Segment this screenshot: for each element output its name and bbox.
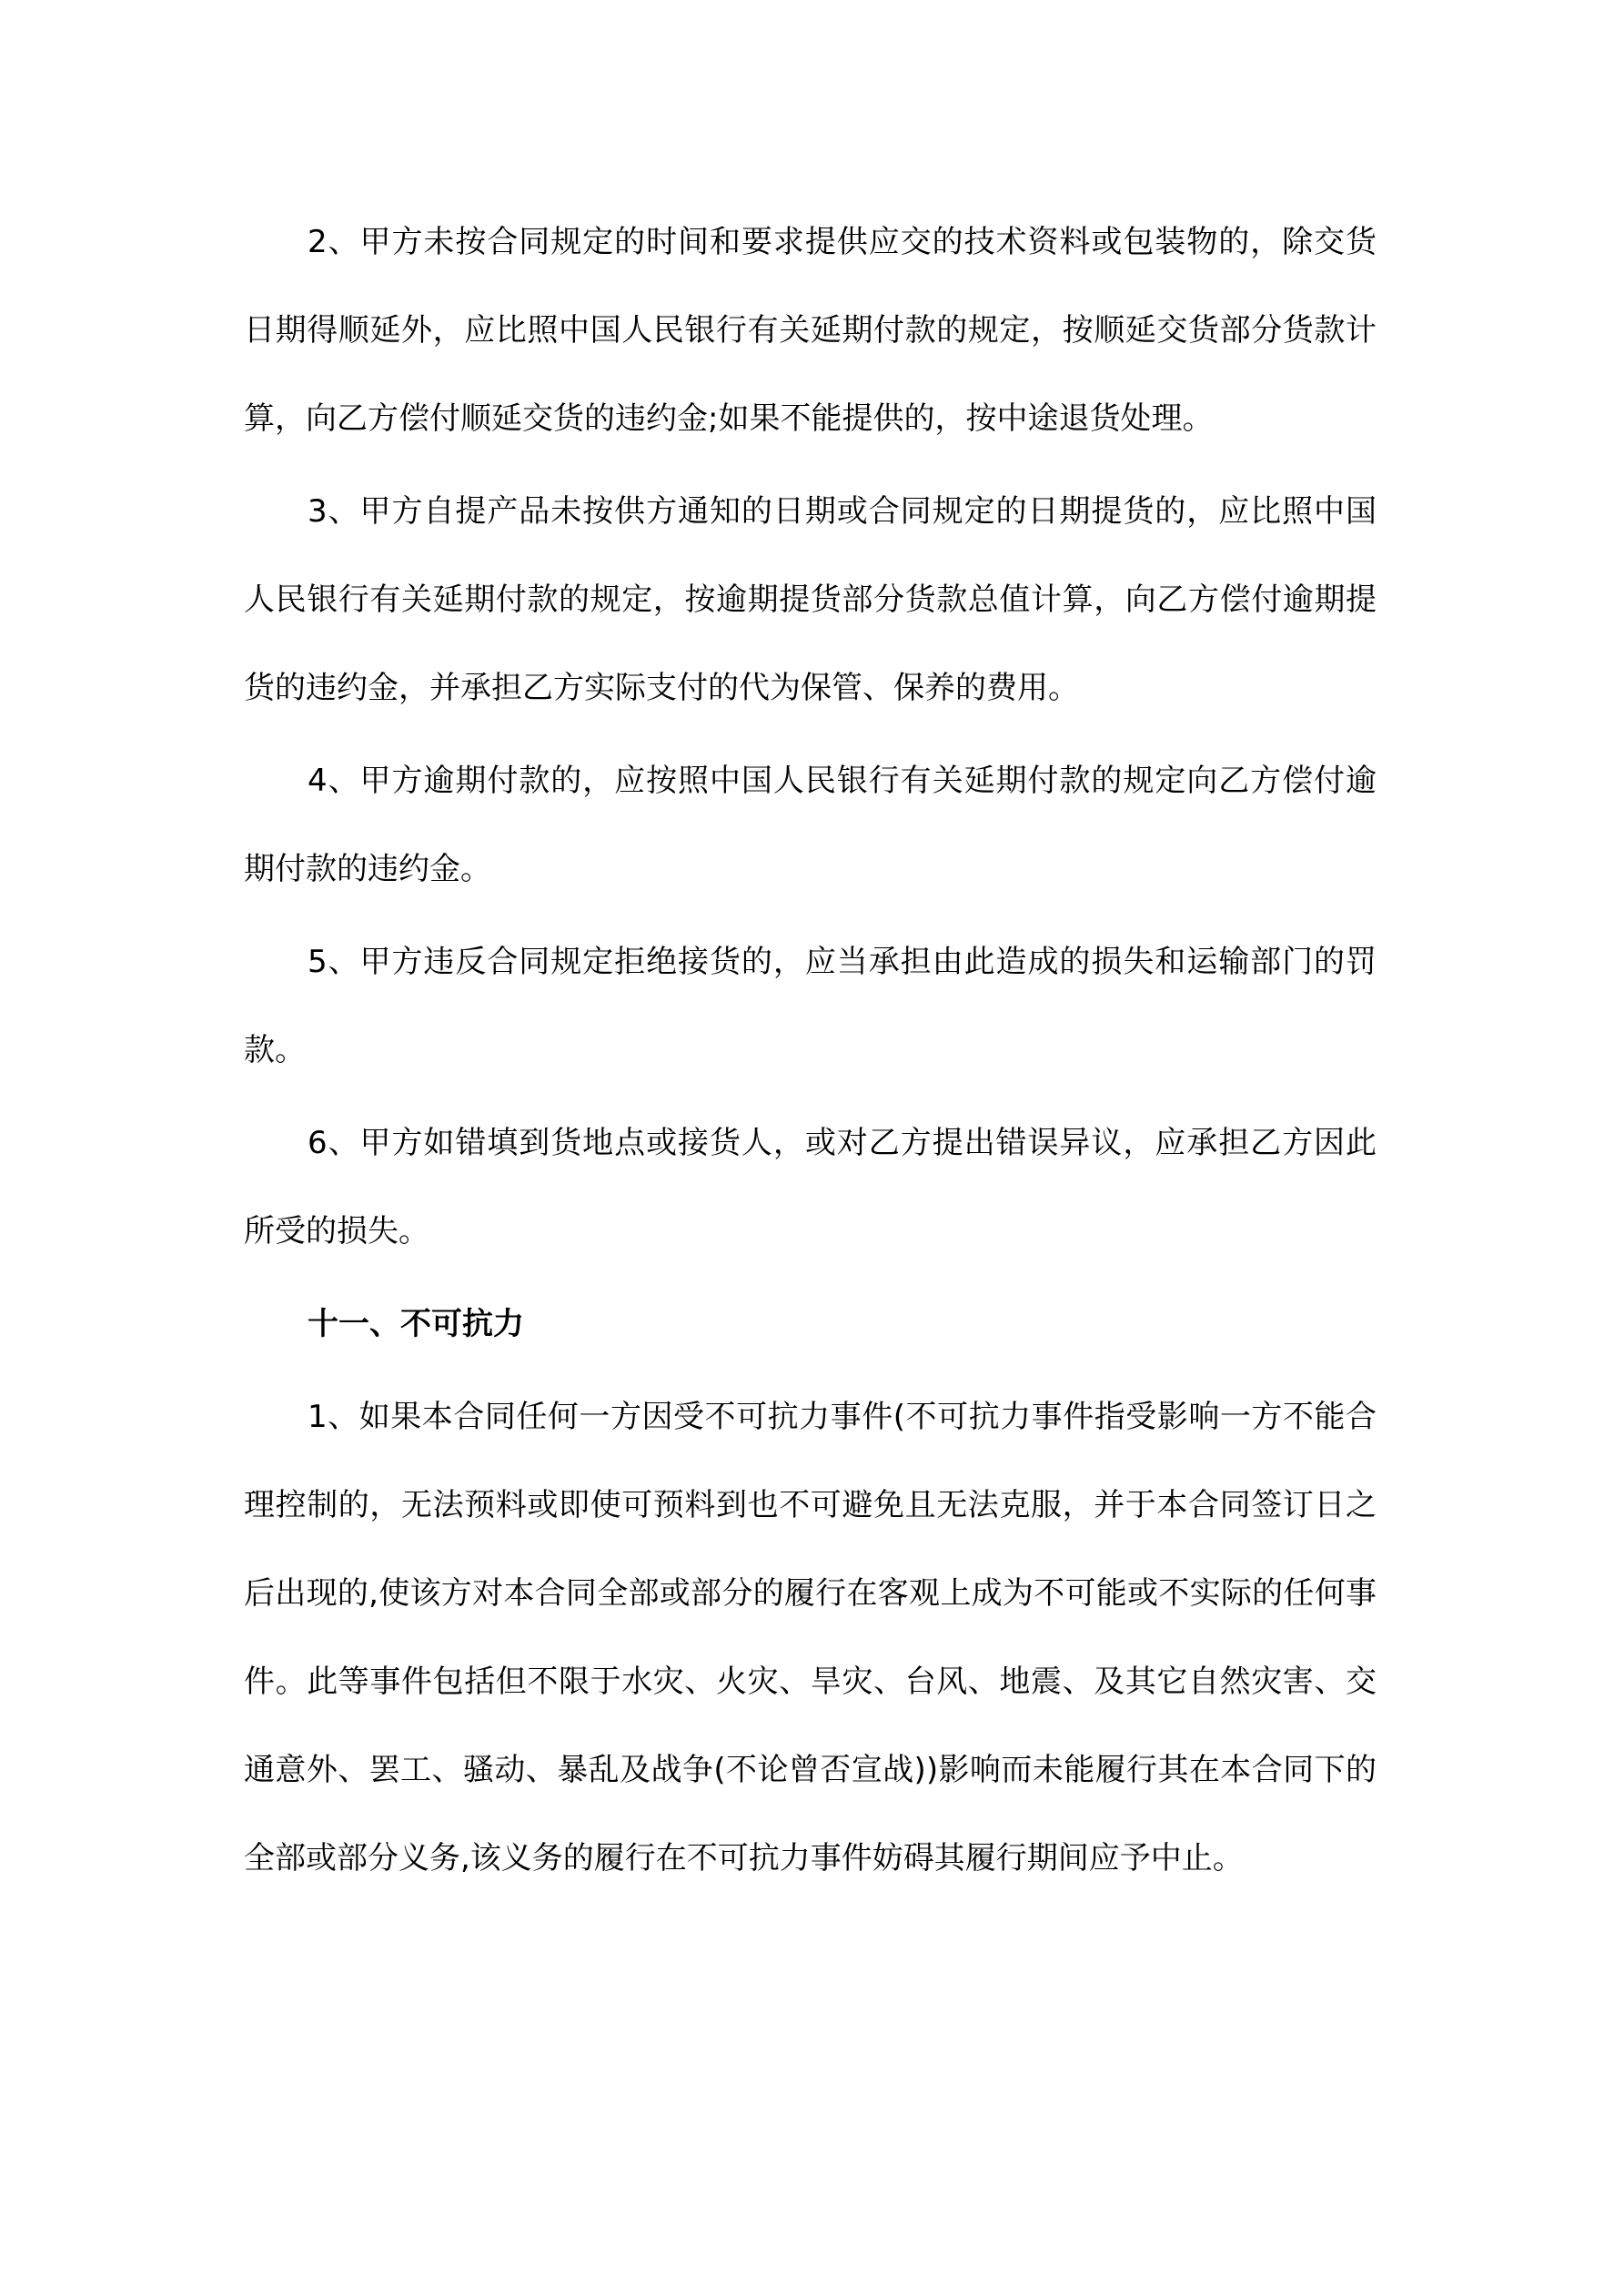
clause-paragraph: 4、甲方逾期付款的，应按照中国人民银行有关延期付款的规定向乙方偿付逾期付款的违约金。 (244, 763, 1377, 887)
clause-paragraph: 2、甲方未按合同规定的时间和要求提供应交的技术资料或包装物的，除交货日期得顺延外，应比照中国人民银行有关延期付款的规定，按顺延交货部分货款计算，向乙方偿付顺延交货的违约金;如果不能提供的，按中途退货处理。 (244, 224, 1377, 437)
section-heading-force-majeure: 十一、不可抗力 (308, 1306, 524, 1342)
clause-paragraph: 1、如果本合同任何一方因受不可抗力事件(不可抗力事件指受影响一方不能合理控制的，无法预料或即使可预料到也不可避免且无法克服，并于本合同签订日之后出现的,使该方对本合同全部或部分的履行在客观上成为不可能或不实际的任何事件。此等事件包括但不限于水灾、火灾、旱灾、台风、地震、及其它自然灾害、交通意外、罢工、骚动、暴乱及战争(不论曾否宣战))影响而未能履行其在本合同下的全部或部分义务,该义务的履行在不可抗力事件妨碍其履行期间应予中止。 (244, 1399, 1377, 1876)
clause-paragraph: 6、甲方如错填到货地点或接货人，或对乙方提出错误异议，应承担乙方因此所受的损失。 (244, 1125, 1377, 1249)
clause-paragraph: 3、甲方自提产品未按供方通知的日期或合同规定的日期提货的，应比照中国人民银行有关延期付款的规定，按逾期提货部分货款总值计算，向乙方偿付逾期提货的违约金，并承担乙方实际支付的代为保管、保养的费用。 (244, 493, 1377, 706)
contract-body (244, 198, 1377, 1903)
clause-paragraph: 5、甲方违反合同规定拒绝接货的，应当承担由此造成的损失和运输部门的罚款。 (244, 944, 1377, 1068)
